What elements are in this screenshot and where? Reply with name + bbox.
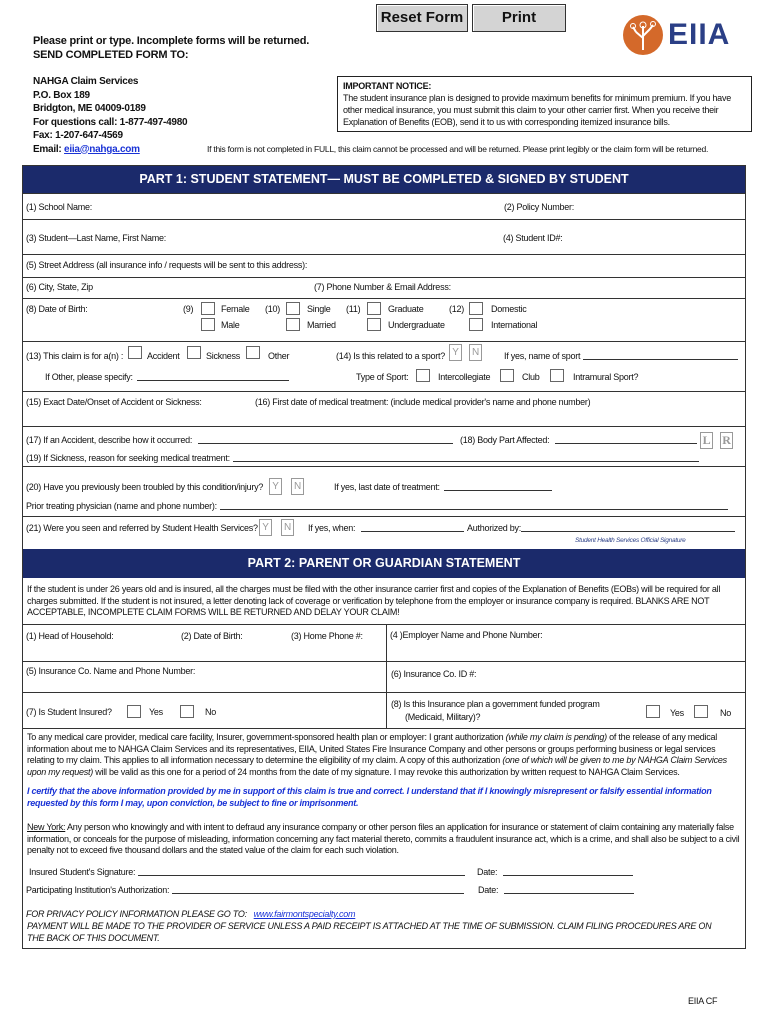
referred-no-box[interactable]: N — [281, 519, 294, 536]
intercollegiate-label: Intercollegiate — [438, 372, 491, 382]
student-date-label: Date: — [477, 867, 498, 877]
student-date-line[interactable] — [503, 875, 633, 876]
last-treatment-label: If yes, last date of treatment: — [334, 482, 440, 492]
school-name-label[interactable]: (1) School Name: — [26, 202, 93, 212]
auth-part: To any medical care provider, medical care facility, Insurer, government-sponsored health plan or employer: I grant authorization — [27, 732, 506, 742]
insurance-id-label[interactable]: (6) Insurance Co. ID #: — [391, 669, 477, 679]
insured-yes-checkbox[interactable] — [127, 705, 141, 718]
address-email — [33, 143, 187, 157]
address-box: P.O. Box 189 — [33, 89, 90, 101]
male-checkbox[interactable] — [201, 318, 215, 331]
female-label: Female — [221, 304, 250, 314]
employer-label[interactable]: (4 )Employer Name and Phone Number: — [390, 630, 543, 640]
married-checkbox[interactable] — [286, 318, 300, 331]
street-address-label[interactable]: (5) Street Address (all insurance info / requests will be sent to this address): — [26, 260, 308, 270]
government-yes-checkbox[interactable] — [646, 705, 660, 718]
female-checkbox[interactable] — [201, 302, 215, 315]
eiia-logo — [622, 14, 664, 56]
part2-intro: If the student is under 26 years old and is insured, all the charges must be filed with the other insurance carrier first and copies of the Explanation of Benefits (EOBs) will be required for all charges submitted. If the student is not insured, a letter denoting lack of coverage or verification by telephone from the employer or insurance company is required. BLANKS ARE NOT ACCEPTABLE, INCOMPLETE CLAIM FORMS WILL BE RETURNED AND DELAY YOUR CLAIM! — [27, 584, 721, 617]
student-signature-line[interactable] — [138, 875, 465, 876]
intramural-label: Intramural Sport? — [573, 372, 639, 382]
send-to-heading: SEND COMPLETED FORM TO: — [33, 49, 189, 61]
intercollegiate-checkbox[interactable] — [416, 369, 430, 382]
authorized-by-label: Authorized by: — [467, 523, 522, 533]
sickness-label: Sickness — [206, 351, 241, 361]
international-checkbox[interactable] — [469, 318, 483, 331]
club-label: Club — [522, 372, 540, 382]
institution-authorization-line[interactable] — [172, 893, 464, 894]
other-specify-label: If Other, please specify: — [45, 372, 133, 382]
field-11-number: (11) — [346, 304, 361, 314]
notice-body: The student insurance plan is designed to provide maximum benefits for minimum premium. If you have other medical insurance, you must submit this claim to your other carrier first. When you receive their Explanation of Benefits (EOB), send it to us with corresponding itemized insurance bills. — [343, 93, 731, 127]
reset-form-button[interactable]: Reset Form — [376, 4, 468, 32]
institution-authorization-label: Participating Institution's Authorization: — [26, 885, 170, 895]
government-plan-label: (8) Is this Insurance plan a government funded program — [391, 699, 600, 709]
sport-type-label: Type of Sport: — [356, 372, 409, 382]
last-treatment-line[interactable] — [444, 490, 552, 491]
instructions: Please print or type. Incomplete forms will be returned. — [33, 35, 310, 47]
body-part-label: (18) Body Part Affected: — [460, 435, 550, 445]
prior-physician-line[interactable] — [220, 509, 728, 510]
undergraduate-checkbox[interactable] — [367, 318, 381, 331]
ny-text: Any person who knowingly and with intent to defraud any insurance company or other person files an application for insurance or statement of claim containing any materially false information, or conceals for the purpose of misleading, information concerning any fact material thereto, commits a fraudulent insurance act, which is a crime, and shall also be subject to a civil penalty not to exceed five thousand dollars and the stated value of the claim for each such violation. — [27, 822, 740, 855]
institution-date-label: Date: — [478, 885, 499, 895]
body-part-line[interactable] — [555, 443, 697, 444]
government-yes-label: Yes — [670, 708, 684, 718]
certification-text: I certify that the above information provided by me in support of this claim is true and correct. I understand that if I knowingly misrepresent or falsify essential information requested by this form I may, upon conviction, be subject to fine or imprisonment. — [27, 786, 712, 808]
sickness-reason-line[interactable] — [233, 461, 699, 462]
government-plan-examples: (Medicaid, Military)? — [405, 712, 481, 722]
prior-physician-label: Prior treating physician (name and phone number): — [26, 501, 217, 511]
health-services-label: (21) Were you seen and referred by Student Health Services? — [26, 523, 258, 533]
part2-header: PART 2: PARENT OR GUARDIAN STATEMENT — [23, 549, 745, 578]
incomplete-warning: If this form is not completed in FULL, this claim cannot be processed and will be returned. Please print legibly or the claim form will be returned. — [207, 144, 709, 154]
graduate-label: Graduate — [388, 304, 424, 314]
single-label: Single — [307, 304, 331, 314]
other-label: Other — [268, 351, 290, 361]
form-code: EIIA CF — [688, 996, 718, 1006]
club-checkbox[interactable] — [500, 369, 514, 382]
first-treatment-label[interactable]: (16) First date of medical treatment: (include medical provider's name and phone number) — [255, 397, 591, 407]
field-12-number: (12) — [449, 304, 465, 314]
sport-no-box[interactable]: N — [469, 344, 482, 361]
privacy-label: FOR PRIVACY POLICY INFORMATION PLEASE GO TO: — [26, 909, 247, 919]
government-no-checkbox[interactable] — [694, 705, 708, 718]
prior-no-box[interactable]: N — [291, 478, 304, 495]
other-specify-line[interactable] — [137, 380, 289, 381]
new-york-notice — [27, 822, 743, 857]
sport-name-label: If yes, name of sport — [504, 351, 581, 361]
email-link[interactable]: eiia@nahga.com — [64, 143, 140, 155]
sport-yes-box[interactable]: Y — [449, 344, 462, 361]
prior-condition-label: (20) Have you previously been troubled by this condition/injury? — [26, 482, 264, 492]
student-name-label[interactable]: (3) Student—Last Name, First Name: — [26, 233, 167, 243]
international-label: International — [491, 320, 538, 330]
domestic-label: Domestic — [491, 304, 527, 314]
student-signature-label: Insured Student's Signature: — [29, 867, 136, 877]
referred-yes-box[interactable]: Y — [259, 519, 272, 536]
dob-label[interactable]: (8) Date of Birth: — [26, 304, 88, 314]
insurance-company-label[interactable]: (5) Insurance Co. Name and Phone Number: — [26, 666, 196, 676]
phone-email-label[interactable]: (7) Phone Number & Email Address: — [314, 282, 451, 292]
sport-name-line[interactable] — [583, 359, 738, 360]
mailing-address — [33, 75, 187, 156]
when-label: If yes, when: — [308, 523, 356, 533]
institution-date-line[interactable] — [504, 893, 634, 894]
important-notice — [337, 76, 752, 132]
single-checkbox[interactable] — [286, 302, 300, 315]
insured-no-checkbox[interactable] — [180, 705, 194, 718]
logo-text: EIIA — [668, 18, 731, 51]
claim-form — [22, 165, 746, 949]
signature-caption: Student Health Services Official Signature — [575, 537, 686, 544]
guardian-dob-label[interactable]: (2) Date of Birth: — [181, 631, 243, 641]
notice-title: IMPORTANT NOTICE: — [343, 81, 432, 91]
other-checkbox[interactable] — [246, 346, 260, 359]
prior-yes-box[interactable]: Y — [269, 478, 282, 495]
field-9-number: (9) — [183, 304, 194, 314]
graduate-checkbox[interactable] — [367, 302, 381, 315]
address-fax: Fax: 1-207-647-4569 — [33, 130, 123, 141]
auth-part: of the release of any medical information about me to NAHGA Claim Services and its representatives, EIIA, United States Fire Insurance Company and other persons or groups performing business or legal services relating to my claim. This applies to all information necessary to determine the eligibility of my claim. A copy of this authorization — [27, 732, 717, 765]
auth-part: will be valid as this one for a period of 24 months from the date of my signature. I may revoke this authorization by written request to NAHGA Claim Services. — [93, 766, 680, 777]
accident-description-label: (17) If an Accident, describe how it occurred: — [26, 435, 193, 445]
undergraduate-label: Undergraduate — [388, 320, 445, 330]
field-10-number: (10) — [265, 304, 281, 314]
onset-date-label[interactable]: (15) Exact Date/Onset of Accident or Sickness: — [26, 397, 202, 407]
address-phone: For questions call: 1-877-497-4980 — [33, 116, 188, 128]
right-box[interactable]: R — [720, 432, 733, 449]
tree-icon — [622, 14, 664, 56]
accident-checkbox[interactable] — [128, 346, 142, 359]
married-label: Married — [307, 320, 336, 330]
student-id-label[interactable]: (4) Student ID#: — [503, 233, 563, 243]
payment-notice: PAYMENT WILL BE MADE TO THE PROVIDER OF SERVICE UNLESS A PAID RECEIPT IS ATTACHED AT THE TIME OF SUBMISSION. CLAIM FILING PROCEDURES ARE ON THE BACK OF THIS DOCUMENT. — [27, 921, 712, 943]
address-name: NAHGA Claim Services — [33, 76, 139, 87]
ny-label: New York: — [27, 822, 66, 832]
when-line[interactable] — [361, 531, 464, 532]
city-state-zip-label[interactable]: (6) City, State, Zip — [26, 282, 93, 292]
privacy-line — [26, 909, 355, 919]
privacy-link[interactable]: www.fairmontspecialty.com — [253, 909, 356, 919]
claim-type-label: (13) This claim is for a(n) : — [26, 351, 124, 361]
authorized-by-line[interactable] — [521, 531, 735, 532]
sport-related-label: (14) Is this related to a sport? — [336, 351, 446, 361]
auth-part: (while my claim is pending) — [505, 732, 607, 742]
insured-yes-label: Yes — [149, 707, 163, 717]
domestic-checkbox[interactable] — [469, 302, 483, 315]
government-no-label: No — [720, 708, 732, 718]
sickness-checkbox[interactable] — [187, 346, 201, 359]
address-city: Bridgton, ME 04009-0189 — [33, 103, 146, 114]
print-button[interactable]: Print — [472, 4, 566, 32]
auth-part: (one of which will be given to me by NAHGA Claim Services upon my request) — [27, 755, 727, 777]
intramural-checkbox[interactable] — [550, 369, 564, 382]
home-phone-label[interactable]: (3) Home Phone #: — [291, 631, 363, 641]
accident-description-line[interactable] — [198, 443, 453, 444]
student-insured-label: (7) Is Student Insured? — [26, 707, 112, 717]
male-label: Male — [221, 320, 240, 330]
email-label: Email: — [33, 143, 62, 155]
accident-label: Accident — [147, 351, 180, 361]
left-box[interactable]: L — [700, 432, 713, 449]
authorization-text — [27, 732, 743, 778]
head-of-household-label[interactable]: (1) Head of Household: — [26, 631, 114, 641]
policy-number-label[interactable]: (2) Policy Number: — [504, 202, 575, 212]
insured-no-label: No — [205, 707, 217, 717]
part1-header: PART 1: STUDENT STATEMENT— MUST BE COMPLETED & SIGNED BY STUDENT — [23, 166, 745, 193]
sickness-reason-label: (19) If Sickness, reason for seeking medical treatment: — [26, 453, 230, 463]
